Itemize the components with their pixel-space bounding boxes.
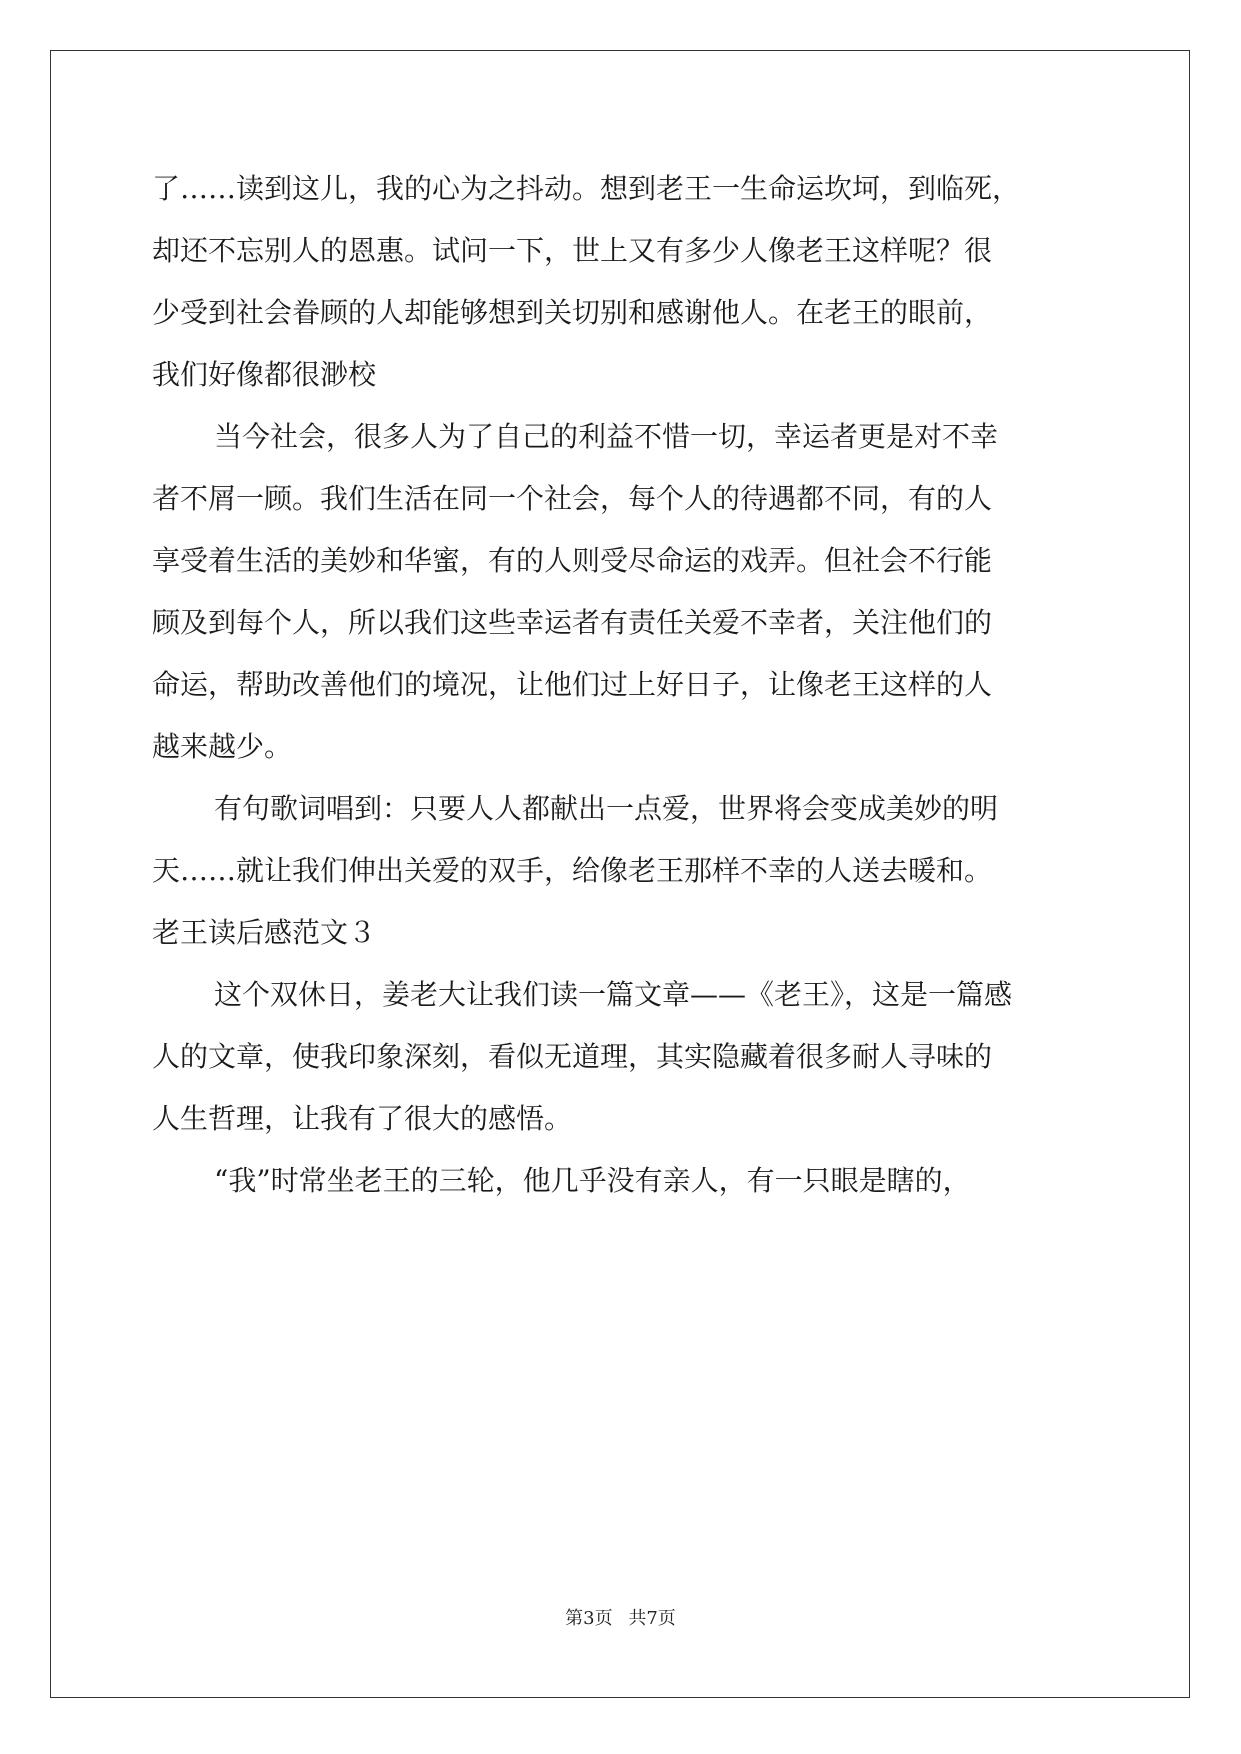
- text-line: 顾及到每个人，所以我们这些幸运者有责任关爱不幸者，关注他们的: [152, 606, 993, 639]
- text-line: 命运，帮助改善他们的境况，让他们过上好日子，让像老王这样的人: [152, 668, 993, 701]
- text-line: 人的文章，使我印象深刻，看似无道理，其实隐藏着很多耐人寻味的: [152, 1040, 993, 1073]
- text-line: 越来越少。: [152, 730, 293, 763]
- text-line: 享受着生活的美妙和华蜜，有的人则受尽命运的戏弄。但社会不行能: [152, 544, 993, 577]
- section-heading: 老王读后感范文３: [152, 916, 377, 949]
- paragraph-start: 有句歌词唱到：只要人人都献出一点爱，世界将会变成美妙的明: [214, 792, 999, 825]
- paragraph-start: 这个双休日，姜老大让我们读一篇文章——《老王》，这是一篇感: [214, 978, 1013, 1011]
- paragraph-start: “我”时常坐老王的三轮，他几乎没有亲人，有一只眼是瞎的，: [214, 1164, 971, 1197]
- page-total: 共7页: [628, 1608, 676, 1629]
- text-line: 却还不忘别人的恩惠。试问一下，世上又有多少人像老王这样呢？很: [152, 234, 993, 267]
- text-line: 我们好像都很渺校: [152, 358, 377, 391]
- text-line: 了……读到这儿，我的心为之抖动。想到老王一生命运坎坷，到临死，: [152, 172, 1021, 205]
- text-line: 者不屑一顾。我们生活在同一个社会，每个人的待遇都不同，有的人: [152, 482, 993, 515]
- text-line: 人生哲理，让我有了很大的感悟。: [152, 1102, 573, 1135]
- text-line: 天……就让我们伸出关爱的双手，给像老王那样不幸的人送去暖和。: [152, 854, 993, 887]
- text-line: 少受到社会眷顾的人却能够想到关切别和感谢他人。在老王的眼前，: [152, 296, 993, 329]
- page-footer: [0, 1604, 1241, 1630]
- page-number: 第3页: [565, 1608, 613, 1629]
- paragraph-start: 当今社会，很多人为了自己的利益不惜一切，幸运者更是对不幸: [214, 420, 999, 453]
- document-body: [152, 158, 1092, 1212]
